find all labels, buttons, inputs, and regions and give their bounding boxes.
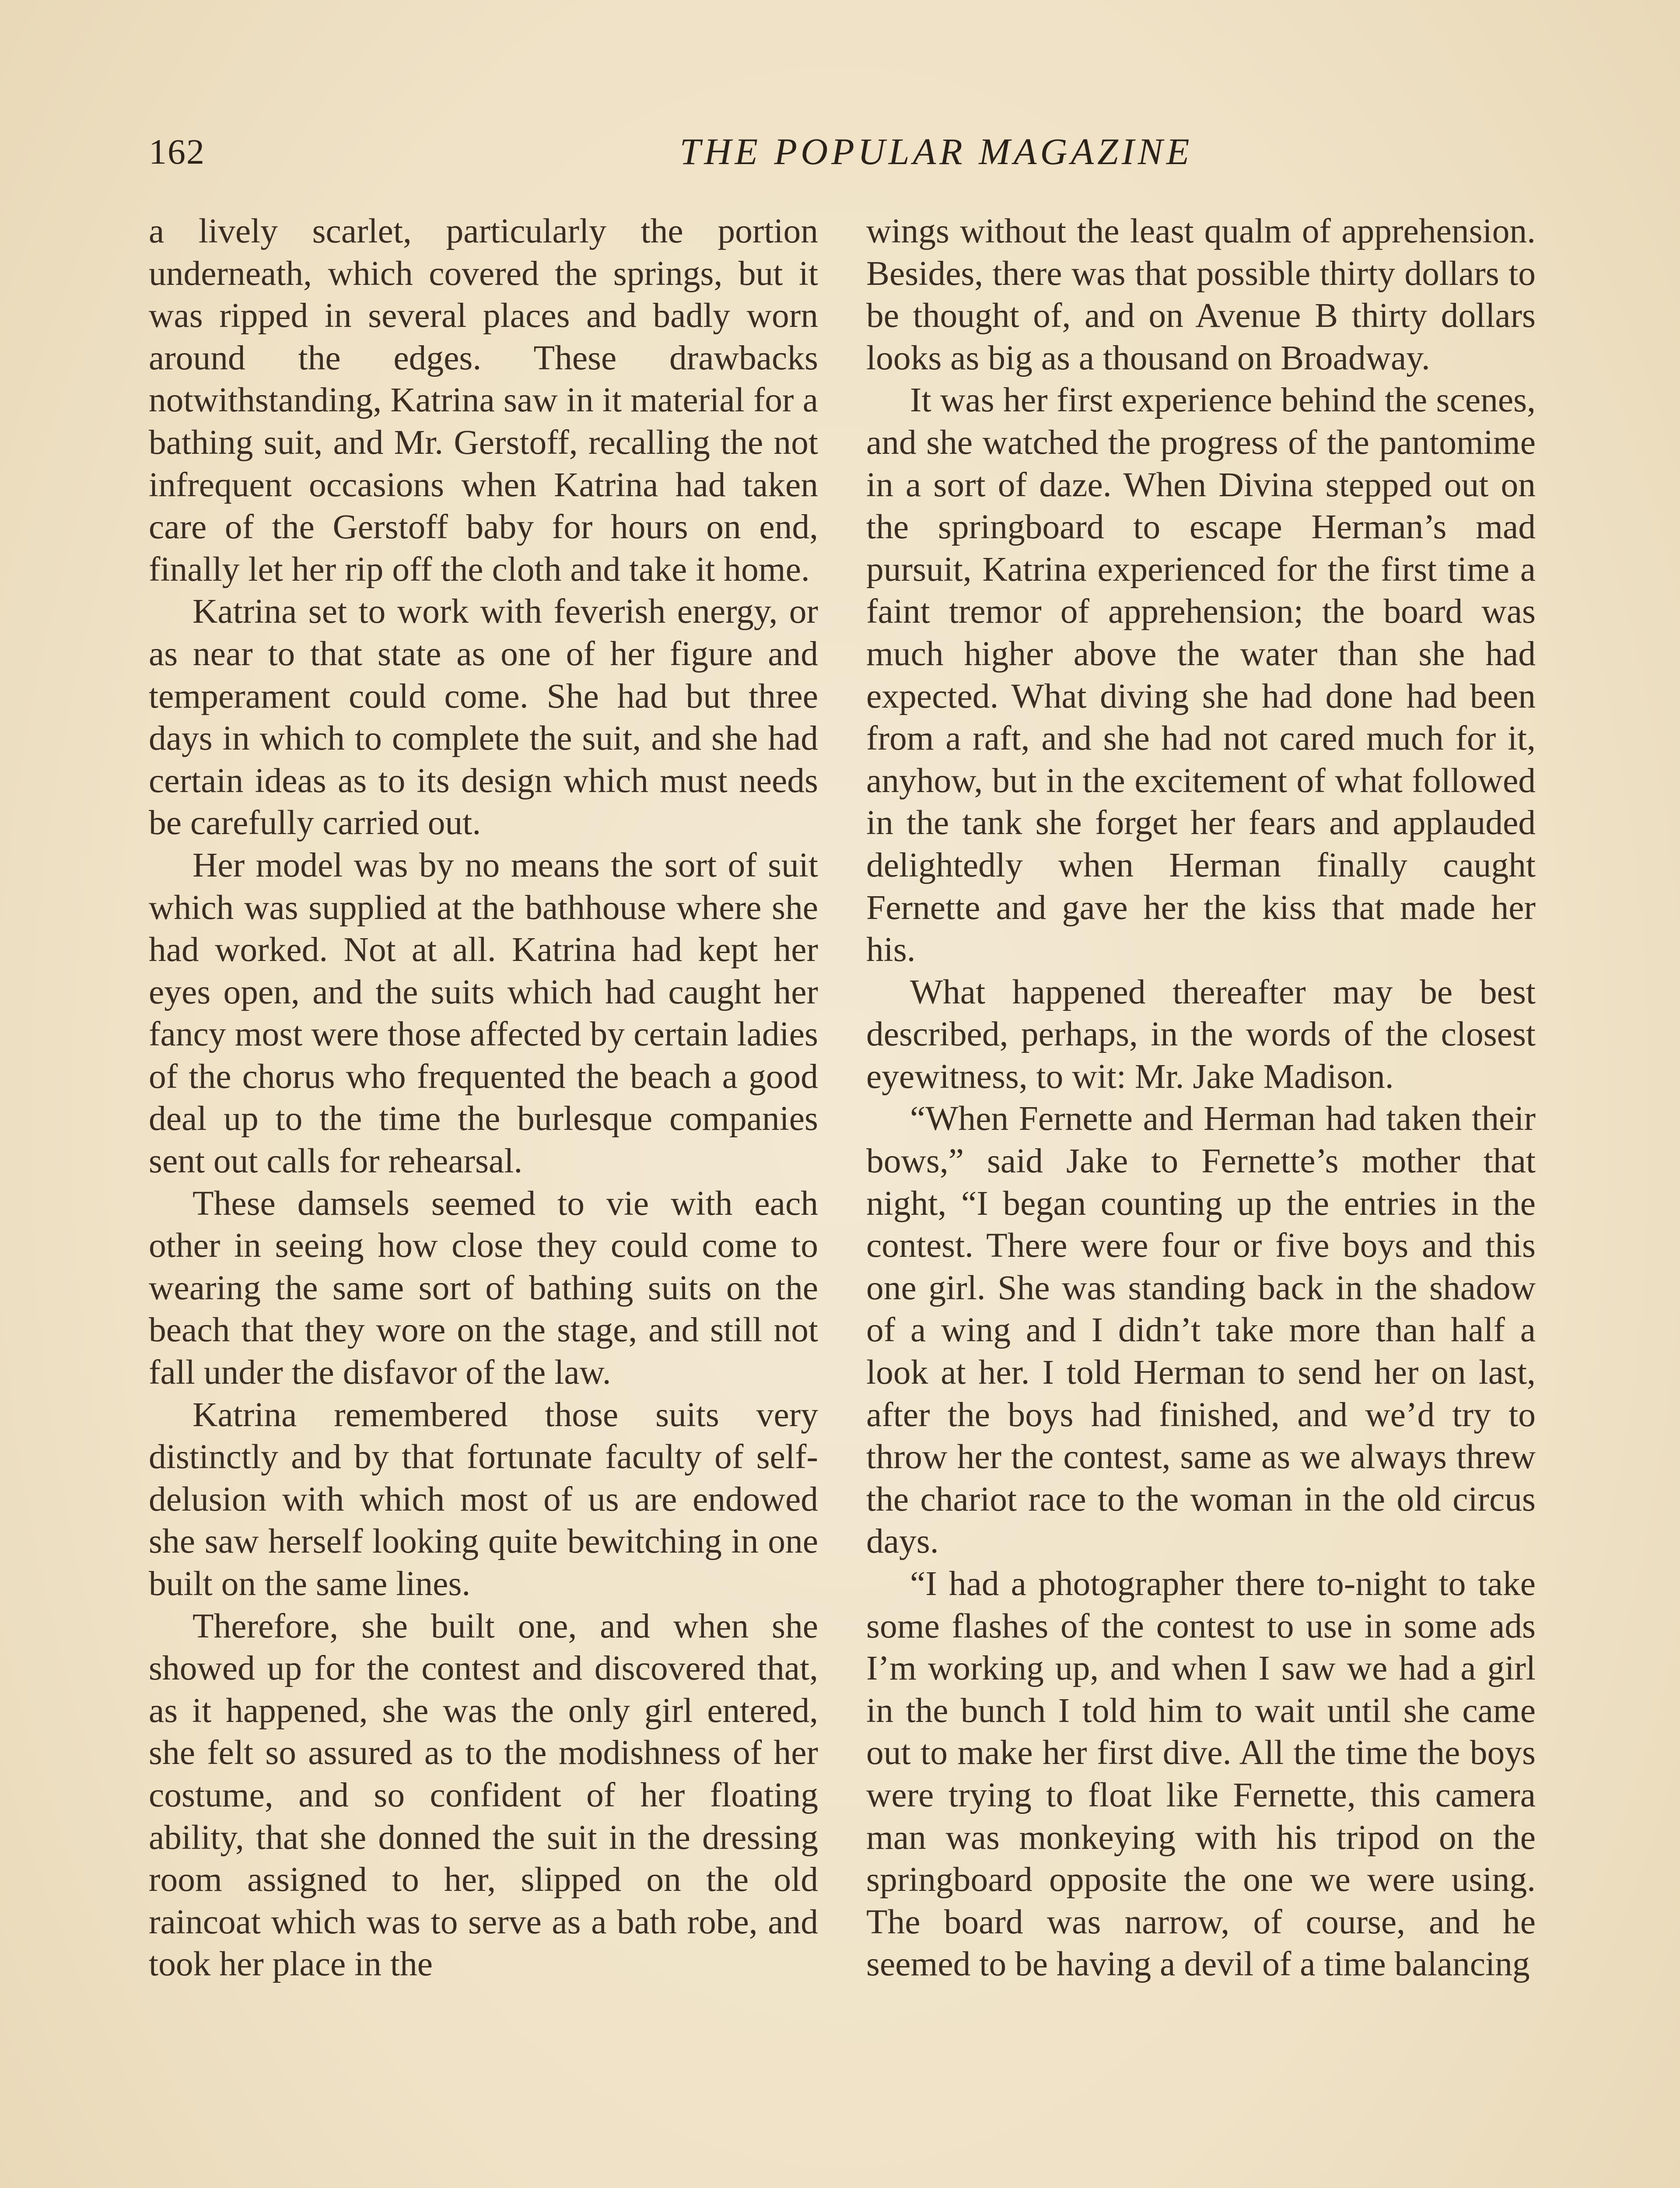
- paragraph: It was her first experience behind the scenes, and she watched the progress of the pantomime in a sort of daze. When Divina stepped out on the springboard to escape Herman’s mad pursuit, Katrina experienced for the first time a faint tremor of apprehension; the board was much higher above the water than she had expected. What diving she had done had been from a raft, and she had not cared much for it, anyhow, but in the excitement of what followed in the tank she forget her fears and applauded delightedly when Herman finally caught Fernette and gave her the kiss that made her his.: [866, 381, 1536, 969]
- left-column: [149, 210, 818, 1985]
- running-title: THE POPULAR MAGAZINE: [679, 130, 1193, 172]
- paragraph: Katrina set to work with feverish energy, or as near to that state as one of her figure and temperament could come. She had but three days in which to complete the suit, and she had certain ideas as to its design which must needs be carefully carried out.: [149, 592, 818, 842]
- paragraph: What happened thereafter may be best described, perhaps, in the words of the closest eyewitness, to wit: Mr. Jake Madison.: [866, 972, 1536, 1096]
- paragraph: “I had a photographer there to-night to take some flashes of the contest to use in some ads I’m working up, and when I saw we had a girl in the bunch I told him to wait until she came out to make her first dive. All the time the boys were trying to float like Fernette, this camera man was monkeying with his tripod on the springboard opposite the one we were using. The board was narrow, of course, and he seemed to be having a devil of a time balancing: [866, 1564, 1536, 1984]
- paragraph: Katrina remembered those suits very distinctly and by that fortunate faculty of self-delusion with which most of us are endowed she saw herself looking quite bewitching in one built on the same lines.: [149, 1395, 818, 1603]
- paragraph: Therefore, she built one, and when she showed up for the contest and discovered that, as it happened, she was the only girl entered, she felt so assured as to the modishness of her costume, and so confident of her floating ability, that she donned the suit in the dressing room assigned to her, slipped on the old raincoat which was to serve as a bath robe, and took her place in the: [149, 1606, 818, 1984]
- paragraph: wings without the least qualm of apprehension. Besides, there was that possible thirty dollars to be thought of, and on Avenue B thirty dollars looks as big as a thousand on Broadway.: [866, 212, 1536, 377]
- right-column: [866, 210, 1536, 1985]
- paragraph: a lively scarlet, particularly the portion underneath, which covered the springs, but it was ripped in several places and badly worn around the edges. These drawbacks notwithstanding, Katrina saw in it material for a bathing suit, and Mr. Gerstoff, recalling the not infrequent occasions when Katrina had taken care of the Gerstoff baby for hours on end, finally let her rip off the cloth and take it home.: [149, 212, 818, 589]
- page-number: 162: [149, 132, 205, 172]
- page-header: [149, 131, 1540, 184]
- paragraph: These damsels seemed to vie with each other in seeing how close they could come to wearing the same sort of bathing suits on the beach that they wore on the stage, and still not fall under the disfavor of the law.: [149, 1184, 818, 1392]
- paragraph: “When Fernette and Herman had taken their bows,” said Jake to Fernette’s mother that night, “I began counting up the entries in the contest. There were four or five boys and this one girl. She was standing back in the shadow of a wing and I didn’t take more than half a look at her. I told Herman to send her on last, after the boys had finished, and we’d try to throw her the contest, same as we always threw the chariot race to the woman in the old circus days.: [866, 1099, 1536, 1561]
- paragraph: Her model was by no means the sort of suit which was supplied at the bathhouse where she had worked. Not at all. Katrina had kept her eyes open, and the suits which had caught her fancy most were those affected by certain ladies of the chorus who frequented the beach a good deal up to the time the burlesque companies sent out calls for rehearsal.: [149, 845, 818, 1181]
